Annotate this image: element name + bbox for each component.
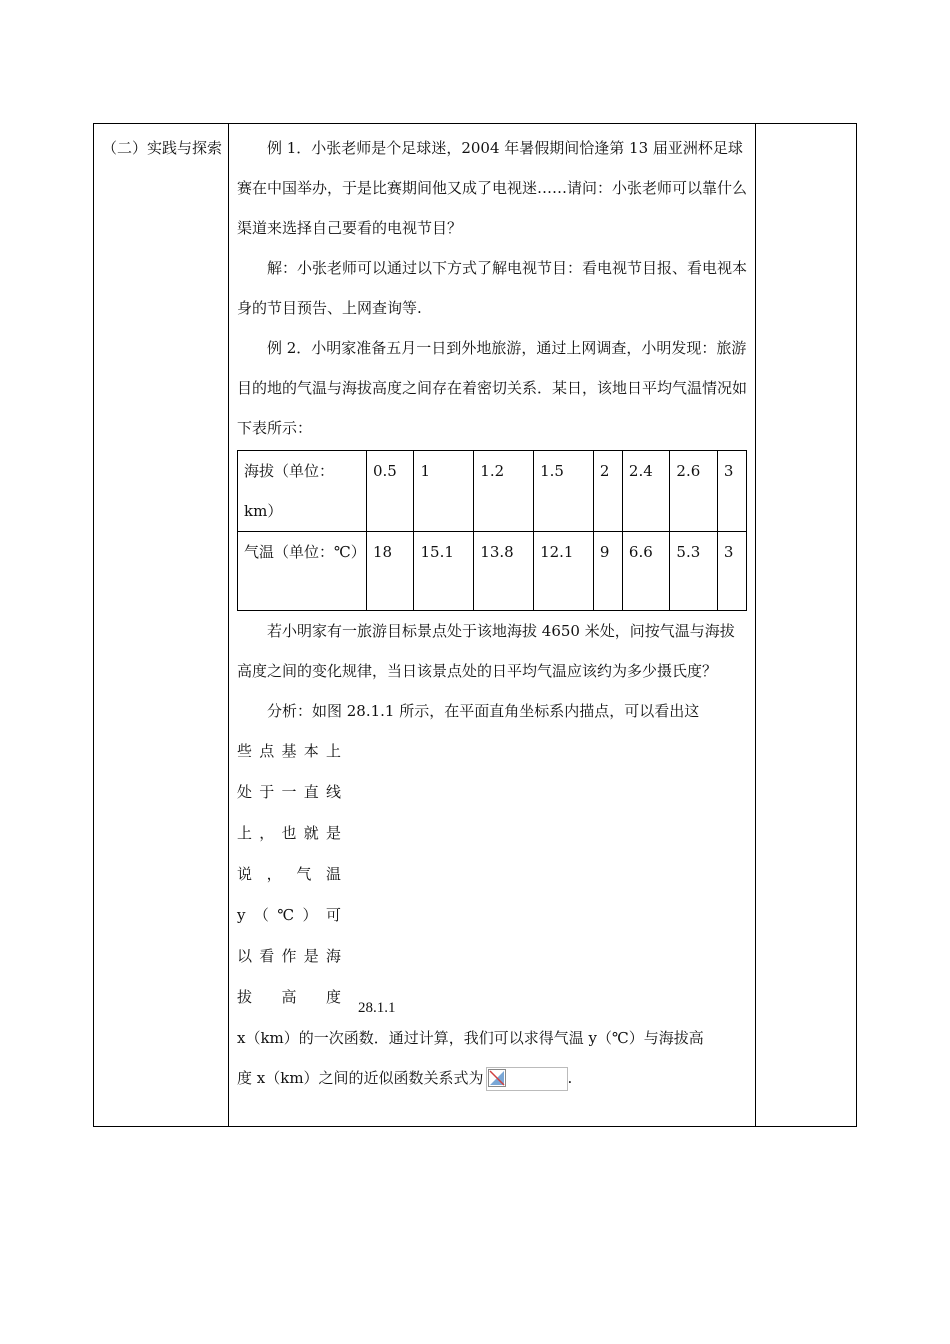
altitude-temperature-table [237, 450, 747, 611]
column-divider-left [228, 124, 229, 1126]
formula-image-placeholder [486, 1067, 568, 1091]
wrapped-line: 些点基本上 [237, 742, 341, 760]
example2-question: 若小明家有一旅游目标景点处于该地海拔 4650 米处，问按气温与海拔高度之间的变化规律，当日该景点处的日平均气温应该约为多少摄氏度？ [237, 622, 735, 680]
table-cell: 2.4 [622, 451, 669, 532]
table-cell: 15.1 [414, 532, 474, 611]
table-cell: 9 [593, 532, 622, 611]
formula-tail: . [567, 1069, 573, 1087]
table-cell: 12.1 [534, 532, 594, 611]
table-cell: 1.5 [534, 451, 594, 532]
wrapped-line: 说，气温 [237, 865, 341, 883]
formula-lead-text: 度 x（km）之间的近似函数关系式为 [237, 1069, 484, 1087]
table-row-temperature [238, 532, 747, 611]
analysis-continued: x（km）的一次函数．通过计算，我们可以求得气温 y（℃）与海拔高 [237, 1029, 704, 1047]
lesson-content [237, 128, 747, 1098]
example2-intro: 例 2．小明家准备五月一日到外地旅游，通过上网调查，小明发现：旅游目的地的气温与海拔高度之间存在着密切关系．某日，该地日平均气温情况如下表所示： [237, 339, 748, 437]
wrapped-line: 拔高度 [237, 988, 341, 1006]
example2-analysis: 分析：如图 28.1.1 所示，在平面直角坐标系内描点，可以看出这 [267, 702, 700, 720]
table-cell: 18 [367, 532, 414, 611]
broken-image-icon [488, 1069, 506, 1087]
table-header-temperature: 气温（单位：℃） [238, 532, 367, 611]
example1-question: 例 1．小张老师是个足球迷，2004 年暑假期间恰逢第 13 届亚洲杯足球赛在中国举办，于是比赛期间他又成了电视迷……请问：小张老师可以靠什么渠道来选择自己要看的电视节目？ [237, 139, 748, 237]
table-cell: 3 [717, 532, 746, 611]
table-cell: 6.6 [622, 532, 669, 611]
section-label: （二）实践与探索 [102, 139, 223, 157]
table-cell: 13.8 [474, 532, 534, 611]
table-header-altitude: 海拔（单位：km） [238, 451, 367, 532]
table-cell: 2 [593, 451, 622, 532]
column-divider-right [755, 124, 756, 1126]
table-cell: 0.5 [367, 451, 414, 532]
table-cell: 3 [717, 451, 746, 532]
analysis-formula-line [237, 1058, 747, 1098]
table-cell: 1 [414, 451, 474, 532]
table-cell: 1.2 [474, 451, 534, 532]
table-row-altitude [238, 451, 747, 532]
wrapped-line: 处于一直线 [237, 783, 341, 801]
figure-label: 28.1.1 [358, 1000, 396, 1016]
table-cell: 2.6 [670, 451, 717, 532]
wrapped-line: 以看作是海 [237, 947, 341, 965]
table-cell: 5.3 [670, 532, 717, 611]
wrapped-line: y（℃）可 [237, 906, 341, 924]
lesson-table [93, 123, 857, 1127]
wrapped-line: 上，也就是 [237, 824, 341, 842]
example1-answer: 解：小张老师可以通过以下方式了解电视节目：看电视节目报、看电视本身的节目预告、上网查询等. [237, 259, 748, 317]
analysis-wrapped-text [237, 731, 341, 1018]
